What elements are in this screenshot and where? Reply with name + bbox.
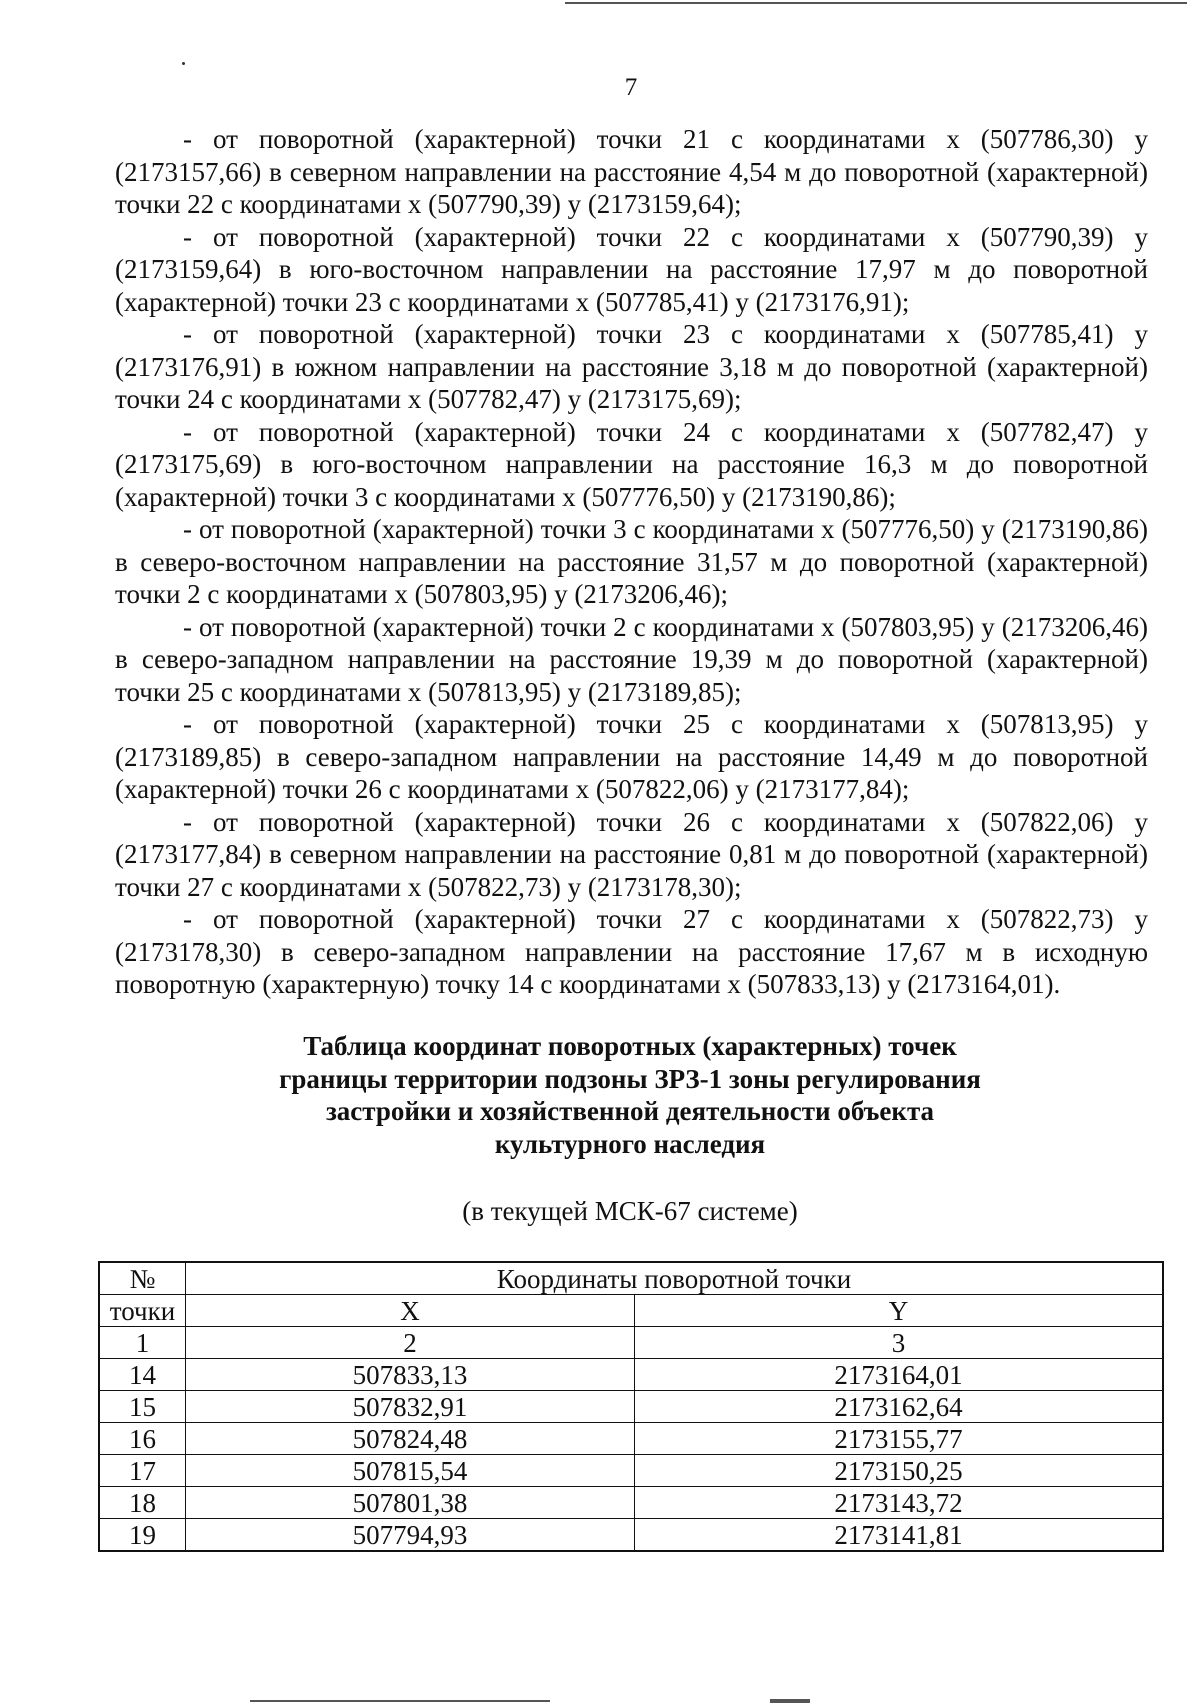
x-value: 507794,93 xyxy=(186,1519,635,1552)
table-index-row xyxy=(99,1327,1163,1359)
y-value: 2173162,64 xyxy=(635,1391,1164,1423)
paragraph: - от поворотной (характерной) точки 26 с координатами х (507822,06) у (2173177,84) в северном направлении на расстояние 0,81 м до поворотной (характерной) точки 27 с координатами х (507822,73) у (2173178,30); xyxy=(115,806,1148,902)
header-coordinates: Координаты поворотной точки xyxy=(186,1262,1164,1295)
paragraph: - от поворотной (характерной) точки 22 с координатами х (507790,39) у (2173159,64) в юго-восточном направлении на расстояние 17,97 м до поворотной (характерной) точки 23 с координатами х (507785,41) у (2173176,91); xyxy=(115,221,1148,317)
point-number: 15 xyxy=(99,1391,186,1423)
y-value: 2173155,77 xyxy=(635,1423,1164,1455)
paragraph: - от поворотной (характерной) точки 21 с координатами х (507786,30) у (2173157,66) в северном направлении на расстояние 4,54 м до поворотной (характерной) точки 22 с координатами х (507790,39) у (2173159,64); xyxy=(115,124,1148,219)
x-value: 507801,38 xyxy=(186,1487,635,1519)
page-number: 7 xyxy=(624,74,638,101)
x-value: 507833,13 xyxy=(186,1359,635,1391)
paragraph: - от поворотной (характерной) точки 23 с координатами х (507785,41) у (2173176,91) в южном направлении на расстояние 3,18 м до поворотной (характерной) точки 24 с координатами х (507782,47) у (2173175,69); xyxy=(115,319,1148,414)
table-title: Таблица координат поворотных (характерных) точек границы территории подзоны ЗРЗ-1 зоны регулирования застройки и хозяйственной деятельности объекта культурного наследия xyxy=(279,1031,981,1159)
header-y: Y xyxy=(635,1295,1164,1327)
table-row xyxy=(99,1423,1163,1455)
x-value: 507815,54 xyxy=(186,1455,635,1487)
paragraph: - от поворотной (характерной) точки 27 с координатами х (507822,73) у (2173178,30) в северо-западном направлении на расстояние 17,67 м в исходную поворотную (характерную) точку 14 с координатами х (507833,13) у (2173164,01). xyxy=(115,904,1148,999)
point-number: 17 xyxy=(99,1455,186,1487)
scan-artifact-bottom-right xyxy=(770,1699,810,1703)
paragraph: - от поворотной (характерной) точки 2 с координатами х (507803,95) у (2173206,46) в северо-западном направлении на расстояние 19,39 м до поворотной (характерной) точки 25 с координатами х (507813,95) у (2173189,85); xyxy=(115,611,1148,707)
table-row xyxy=(99,1519,1163,1552)
table-header-row xyxy=(99,1295,1163,1327)
paragraph: - от поворотной (характерной) точки 25 с координатами х (507813,95) у (2173189,85) в северо-западном направлении на расстояние 14,49 м до поворотной (характерной) точки 26 с координатами х (507822,06) у (2173177,84); xyxy=(115,709,1148,804)
point-number: 16 xyxy=(99,1423,186,1455)
scan-artifact-top xyxy=(565,2,1187,4)
y-value: 2173141,81 xyxy=(635,1519,1164,1552)
header-x: X xyxy=(186,1295,635,1327)
scan-dot xyxy=(182,62,185,65)
table-row xyxy=(99,1359,1163,1391)
body-text xyxy=(115,123,1148,1001)
paragraph: - от поворотной (характерной) точки 24 с координатами х (507782,47) у (2173175,69) в юго-восточном направлении на расстояние 16,3 м до поворотной (характерной) точки 3 с координатами х (507776,50) у (2173190,86); xyxy=(115,416,1148,512)
table-subtitle: (в текущей МСК-67 системе) xyxy=(462,1196,798,1226)
index-cell: 2 xyxy=(186,1327,635,1359)
point-number: 19 xyxy=(99,1519,186,1552)
y-value: 2173164,01 xyxy=(635,1359,1164,1391)
index-cell: 3 xyxy=(635,1327,1164,1359)
table-row xyxy=(99,1391,1163,1423)
table-header-row xyxy=(99,1262,1163,1295)
scan-artifact-bottom xyxy=(250,1700,550,1702)
paragraph: - от поворотной (характерной) точки 3 с координатами х (507776,50) у (2173190,86) в северо-восточном направлении на расстояние 31,57 м до поворотной (характерной) точки 2 с координатами х (507803,95) у (2173206,46); xyxy=(115,514,1148,609)
point-number: 14 xyxy=(99,1359,186,1391)
y-value: 2173150,25 xyxy=(635,1455,1164,1487)
index-cell: 1 xyxy=(99,1327,186,1359)
x-value: 507824,48 xyxy=(186,1423,635,1455)
x-value: 507832,91 xyxy=(186,1391,635,1423)
y-value: 2173143,72 xyxy=(635,1487,1164,1519)
header-num-bottom: точки xyxy=(99,1295,186,1327)
point-number: 18 xyxy=(99,1487,186,1519)
table-row xyxy=(99,1455,1163,1487)
coordinates-table xyxy=(98,1261,1164,1552)
table-row xyxy=(99,1487,1163,1519)
header-num-top: № xyxy=(99,1262,186,1295)
